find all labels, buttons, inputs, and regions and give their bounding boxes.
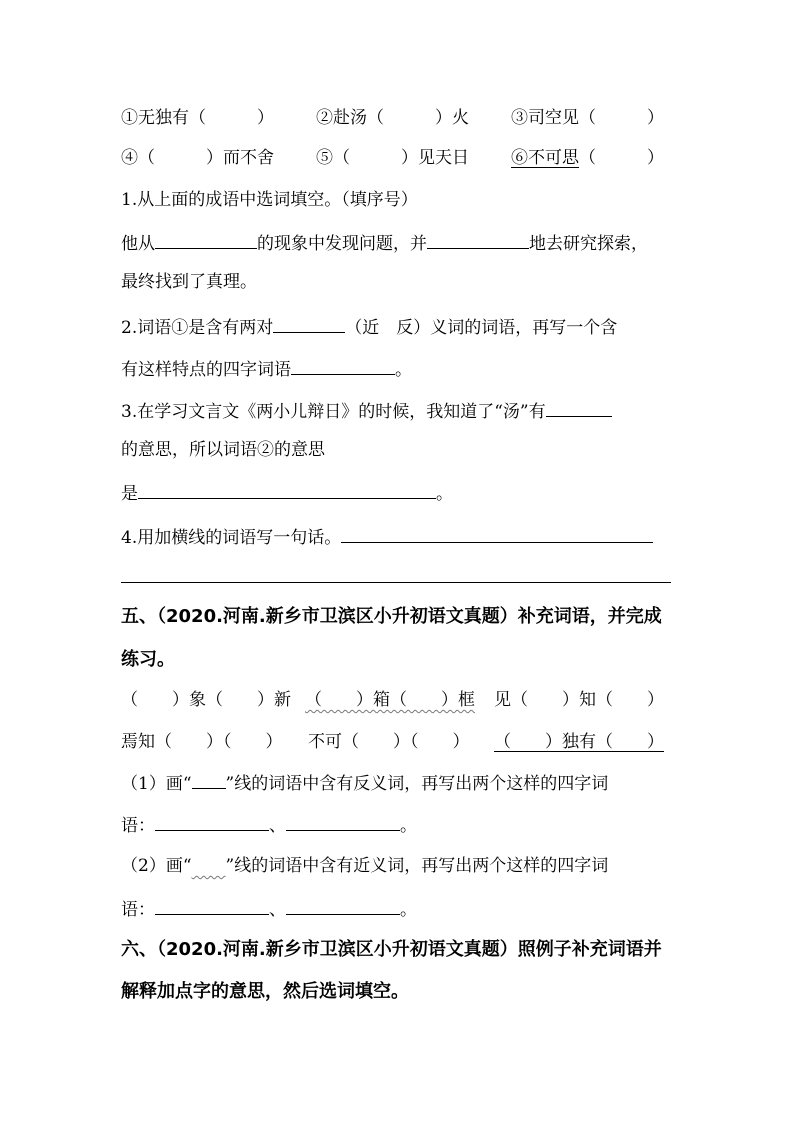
straight-line-sample	[192, 770, 226, 789]
answer-blank[interactable]	[427, 230, 529, 249]
idiom-6-underlined: 不可思	[528, 148, 579, 168]
question-3-answer-line: 是 。	[121, 480, 453, 506]
idiom-6: ⑥不可思（ ）	[511, 148, 664, 168]
word-3: 见（ ）知（ ）	[494, 690, 664, 710]
word-4: 焉知（ ）（ ）	[121, 732, 283, 752]
section-5-question-2-answer: 语： 、 。	[121, 896, 417, 922]
section-5-question-1-answer: 语： 、 。	[121, 812, 417, 838]
section-5-heading: 五、（2020.河南.新乡市卫滨区小升初语文真题）补充词语，并完成	[121, 606, 662, 627]
idiom-2: ②赴汤（ ）火	[316, 108, 469, 128]
wavy-line-sample: ​	[191, 856, 226, 876]
answer-blank[interactable]	[546, 398, 612, 417]
section-6-heading-cont: 解释加点字的意思，然后选词填空。	[121, 981, 409, 1002]
question-2-cont: 有这样特点的四字词语 。	[121, 356, 412, 382]
answer-blank[interactable]	[286, 812, 400, 831]
word-6: （ ）独有（ ）	[494, 732, 664, 752]
section-5-question-2: （2）画“​ ”线的词语中含有近义词，再写出两个这样的四字词	[121, 856, 609, 876]
idiom-5: ⑤（ ）见天日	[316, 148, 469, 168]
word-5: 不可（ ）（ ）	[308, 732, 470, 752]
idiom-row-2	[121, 146, 274, 170]
answer-blank[interactable]	[138, 480, 436, 499]
answer-blank[interactable]	[155, 812, 269, 831]
answer-blank[interactable]	[273, 314, 345, 333]
section-6-heading: 六、（2020.河南.新乡市卫滨区小升初语文真题）照例子补充词语并	[121, 939, 662, 960]
word-1: （ ）象（ ）新	[121, 690, 291, 710]
answer-blank[interactable]	[291, 356, 395, 375]
idiom-1: ①无独有（ ）	[121, 108, 274, 128]
question-1-sentence-cont: 最终找到了真理。	[121, 272, 257, 292]
question-1-sentence: 他从 的现象中发现问题，并 地去研究探索，	[121, 230, 648, 256]
idiom-4: ④（ ）而不舍	[121, 148, 274, 168]
question-3-cont: 的意思，所以词语②的意思	[121, 440, 325, 460]
answer-blank[interactable]	[286, 896, 400, 915]
question-4: 4.用加横线的词语写一句话。	[121, 524, 653, 550]
idiom-row-1	[121, 106, 274, 130]
answer-blank[interactable]	[155, 896, 269, 915]
question-2: 2.词语①是含有两对 （近 反）义词的词语，再写一个含	[121, 314, 617, 340]
section-5-question-1: （1）画“ ”线的词语中含有反义词，再写出两个这样的四字词	[121, 770, 608, 796]
question-1-title: 1.从上面的成语中选词填空。（填序号）	[121, 190, 418, 210]
word-2: （ ）箱（ ）框	[305, 690, 475, 710]
question-3: 3.在学习文言文《两小儿辩日》的时候，我知道了“汤”有	[121, 398, 612, 424]
section-5-heading-cont: 练习。	[121, 649, 175, 670]
answer-line-full[interactable]	[121, 582, 671, 583]
idiom-3: ③司空见（ ）	[511, 108, 664, 128]
answer-blank[interactable]	[155, 230, 257, 249]
answer-blank[interactable]	[341, 524, 653, 543]
